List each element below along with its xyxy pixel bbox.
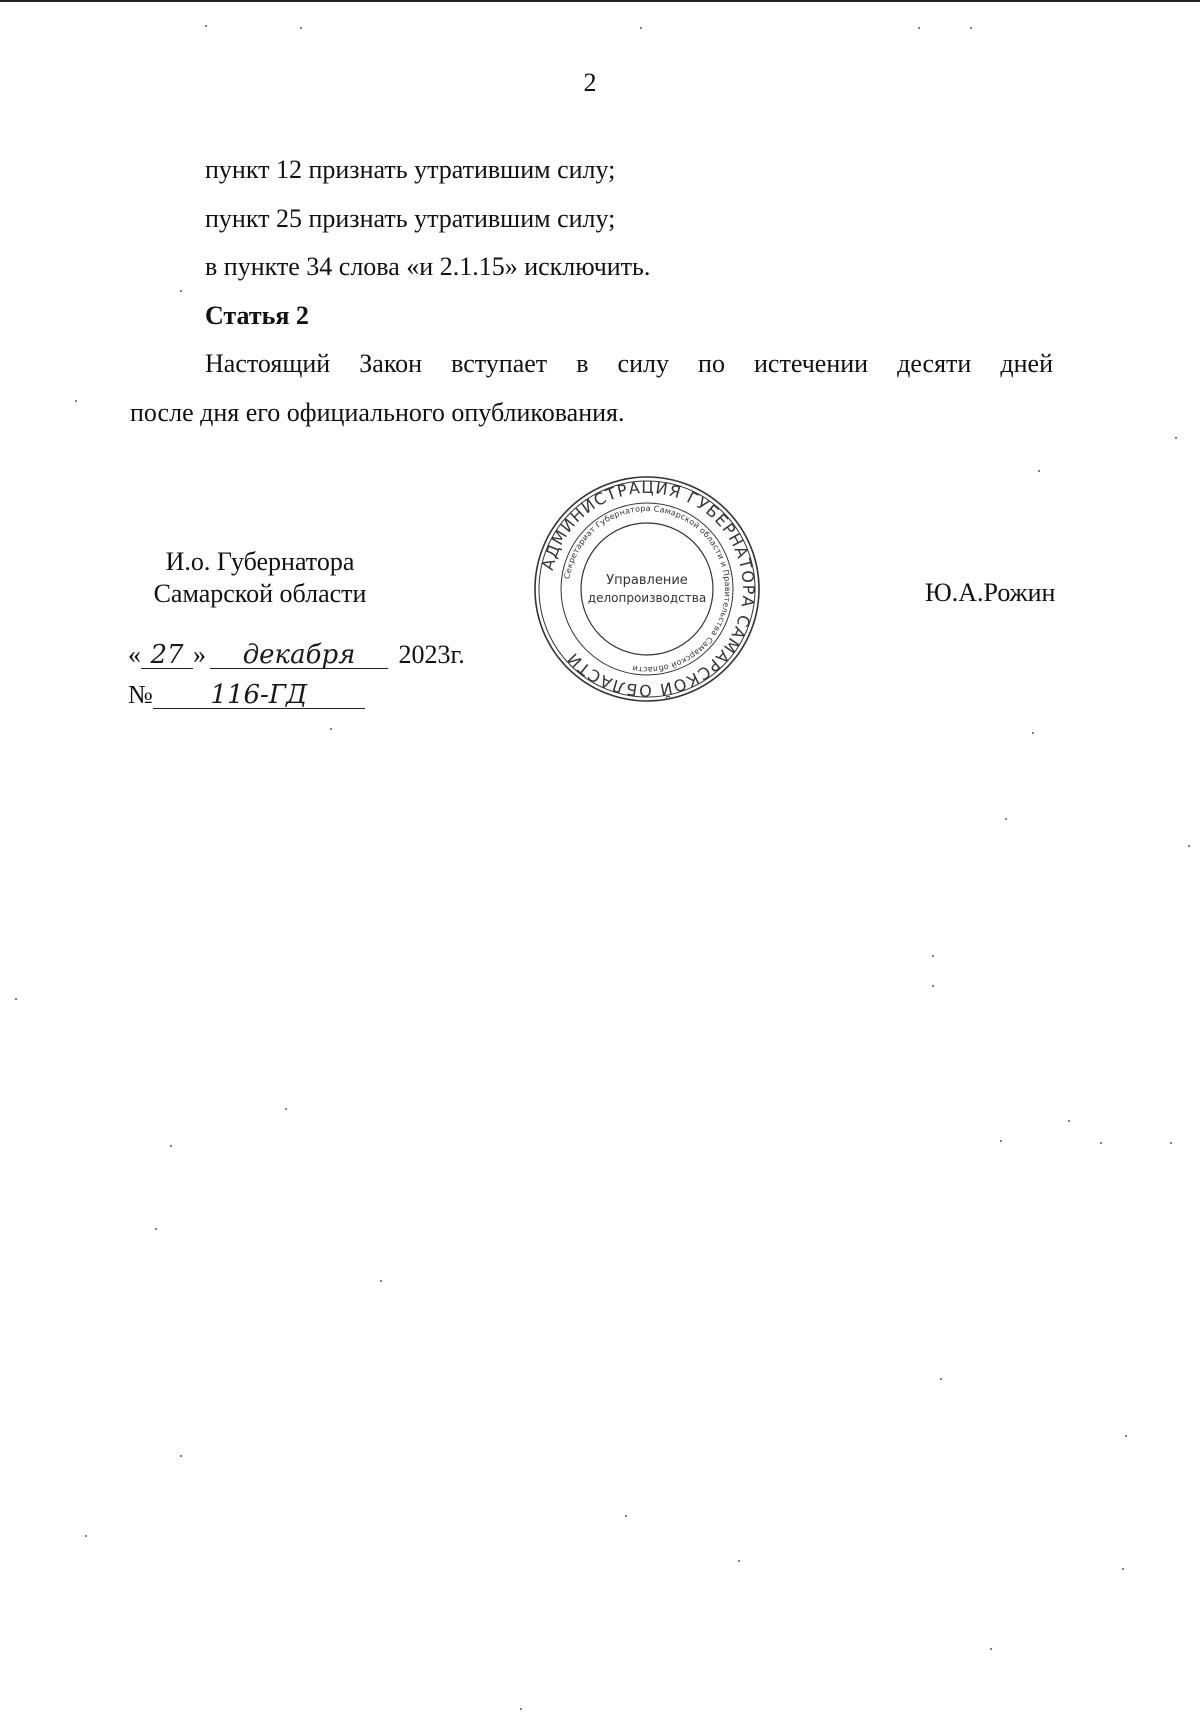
- scan-speck: [155, 1228, 157, 1230]
- paragraph-point-25: пункт 25 признать утратившим силу;: [205, 204, 616, 233]
- article-heading: Статья 2: [205, 301, 309, 330]
- scan-speck: [15, 998, 17, 1000]
- paragraph-point-34: в пункте 34 слова «и 2.1.15» исключить.: [205, 252, 651, 281]
- seal-center-line-1: Управление: [606, 573, 688, 588]
- number-sign: №: [128, 680, 153, 709]
- scan-speck: [180, 1455, 182, 1457]
- scan-speck: [205, 25, 207, 27]
- scan-speck: [300, 27, 302, 29]
- scan-speck: [932, 955, 934, 957]
- scan-speck: [1175, 437, 1177, 439]
- scan-speck: [75, 400, 77, 402]
- scan-speck: [970, 27, 972, 29]
- signatory-title: [120, 546, 400, 610]
- article-body-line-1: Настоящий Закон вступает в силу по истечении десяти дней: [205, 349, 1053, 378]
- scan-speck: [1005, 818, 1007, 820]
- date-close-quote: »: [193, 640, 206, 669]
- signatory-title-line-2: Самарской области: [153, 579, 367, 608]
- scan-speck: [932, 985, 934, 987]
- scan-speck: [1122, 1568, 1124, 1570]
- date-open-quote: «: [128, 640, 141, 669]
- scan-speck: [1170, 1142, 1172, 1144]
- date-year-suffix: г.: [450, 640, 465, 669]
- scan-speck: [940, 1378, 942, 1380]
- page-number: 2: [583, 68, 597, 97]
- scan-speck: [520, 1708, 522, 1710]
- signatory-title-line-1: И.о. Губернатора: [165, 547, 355, 576]
- law-number: [128, 680, 365, 710]
- scan-speck: [180, 290, 182, 292]
- scan-speck: [738, 1560, 740, 1562]
- top-rule: [0, 0, 1200, 2]
- scan-speck: [1068, 1120, 1070, 1122]
- scan-speck: [285, 1108, 287, 1110]
- scan-speck: [1188, 845, 1190, 847]
- scan-speck: [1032, 732, 1034, 734]
- scan-speck: [990, 1648, 992, 1650]
- scan-speck: [1038, 470, 1040, 472]
- article-body-line-2: после дня его официального опубликования.: [130, 398, 625, 427]
- scan-speck: [380, 1280, 382, 1282]
- signing-date: [128, 640, 465, 670]
- scan-speck: [1000, 1140, 1002, 1142]
- seal-center-line-2: делопроизводства: [587, 591, 707, 605]
- official-seal: [532, 474, 762, 704]
- seal-outer-text: АДМИНИСТРАЦИЯ ГУБЕРНАТОРА САМАРСКОЙ ОБЛАСТИ: [537, 477, 759, 701]
- date-month-handwritten: декабря: [210, 642, 388, 669]
- law-number-handwritten: 116-ГД: [153, 682, 365, 709]
- seal-inner-text: Секретариат Губернатора Самарской области и Правительства Самарской области: [562, 503, 733, 675]
- signatory-name: Ю.А.Рожин: [925, 578, 1056, 607]
- scan-speck: [1125, 1435, 1127, 1437]
- date-day-handwritten: 27: [141, 642, 193, 669]
- scan-speck: [640, 27, 642, 29]
- scan-speck: [1100, 1142, 1102, 1144]
- scan-speck: [918, 27, 920, 29]
- scan-speck: [625, 1515, 627, 1517]
- scan-speck: [330, 728, 332, 730]
- date-year: 2023: [398, 640, 451, 669]
- scan-speck: [170, 1145, 172, 1147]
- scan-speck: [85, 1535, 87, 1537]
- paragraph-point-12: пункт 12 признать утратившим силу;: [205, 155, 616, 184]
